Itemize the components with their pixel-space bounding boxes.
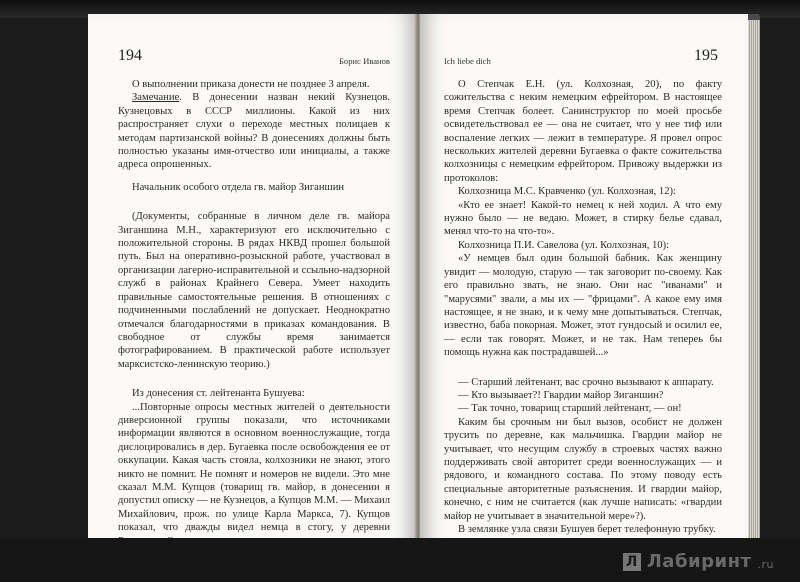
paragraph: «Кто ее знает! Какой-то немец к ней ходил. А что ему нужно было — не ведаю. Может, в стирку белье сдавал, менял что-то на что-то». bbox=[444, 199, 722, 238]
watermark-badge: Л bbox=[623, 553, 641, 571]
paragraph: (Документы, собранные в личном деле гв. майора Зиганшина М.Н., характеризуют его исключительно с положительной стороны. В рядах НКВД прошел большой путь. Был на оперативно-розыскной работе, участвовал в организации лагерно-исправительной и ссыльно-надзорной служб в районах Крайнего Севера. Умеет находить правильные самостоятельные решения. В отношениях с подчиненными послаблений не допускает. Неоднократно отмечался благодарностями в приказах командования. В свободное от службы время занимается фотографированием. В практической работе использует марксистско-ленинскую теорию.) bbox=[118, 211, 390, 370]
paragraph: Колхозница М.С. Кравченко (ул. Колхозная, 12): bbox=[458, 186, 676, 198]
paragraph: Из донесения ст. лейтенанта Бушуева: bbox=[132, 388, 305, 400]
left-page-body bbox=[118, 78, 390, 561]
dialogue-line: — Кто вызывает?! Гвардии майор Зиганшин? bbox=[458, 389, 664, 401]
running-head: Ich liebe dich bbox=[444, 56, 491, 66]
dialogue-line: — Так точно, товарищ старший лейтенант, — он! bbox=[458, 403, 682, 415]
page-number: 195 bbox=[694, 47, 718, 64]
right-page-body bbox=[444, 78, 722, 536]
dialogue-line: — Старший лейтенант, вас срочно вызывают к аппарату. bbox=[458, 376, 714, 388]
signature-line: Начальник особого отдела гв. майор Зиганшин bbox=[132, 181, 345, 193]
paragraph: Колхозница П.И. Савелова (ул. Колхозная, 10): bbox=[458, 239, 670, 251]
page-number: 194 bbox=[118, 47, 142, 64]
paragraph-remark: Замечание. В донесении назван некий Кузнецов. Кузнецовых в СССР миллионы. Какой из них распространяет слухи о переходе местных полицаев к методам партизанской войны? В донесениях должны быть полностью указаны имя-отчество или инициалы, а также адреса опрошенных. bbox=[118, 92, 390, 171]
left-page bbox=[88, 14, 416, 554]
running-head: Борис Иванов bbox=[338, 56, 390, 66]
paragraph-text: В донесении назван некий Кузнецов. Кузнецовых в СССР миллионы. Какой из них распространяет слухи о переходе местных полицаев к методам партизанской войны? В донесениях должны быть полностью указаны имя-отчество или инициалы, а также адреса опрошенных. bbox=[118, 92, 390, 171]
paragraph: Каким бы срочным ни был вызов, особист не должен трусить по деревне, как мальчишка. Гвардии майор не учитывает, что несущим службу в строевых частях важно поддерживать свой авторитет среди военнослужащих — и рядового, и командного состава. По этому поводу есть специальные авторитетные разъяснения. И гвардии майор, конечно, с ним не считается (как лучше написать: «гвардии майор не учитывает в значительной мере»?). bbox=[444, 416, 722, 522]
watermark bbox=[623, 551, 774, 572]
paragraph: В землянке узла связи Бушуев берет телефонную трубку. bbox=[458, 524, 716, 535]
paragraph: «У немцев был один большой бабник. Как женщину увидит — молодую, старую — так заговорит по-своему. Как его правильно звать, не знаю. Они нас "иванами" и "марусями" звали, а мы их — "фрицами". А какое ему имя настоящее, я не знаю, и к чему мне допытываться. Степчак, известно, баба покорная. Может, этот гундосый и осилил ее, — если так говорят. Может, и не так. Нам тепереь бы помощь нужна как пострадавшей...» bbox=[444, 253, 722, 359]
paragraph: ...Повторные опросы местных жителей о деятельности диверсионной группы показали, что источниками информации являются в основном военнослужащие, тогда дислоцировались в дер. Бугаевка после освобождения ее от оккупации. Какая часть стояла, колхозники не знают, этого никто не помнит. Не помнят и номеров не видели. Это мне сказал М.М. Купцов (товарищ гв. майор, в донесении я допустил описку — не Кузнецов, а Купцов М.М. — Михаил Михайлович, прож. по улице Карла Маркса, 7). Купцов показал, что дважды видел немца в стогу, у деревни bbox=[118, 401, 390, 534]
left-page-header bbox=[88, 47, 416, 68]
paragraph: О Степчак Е.Н. (ул. Колхозная, 20), по факту сожительства с неким немецким ефрейтором. В настоящее время Степчак болеет. Санинструктор по моей просьбе освидетельствовал ее — она не считает, что у нее тиф или воспаление легких — лежит в температуре. Я провел опрос нескольких жителей деревни Бугаевка о факте сожительства колхозницы с немецким ефрейтором. Привожу выдержки из протоколов: bbox=[444, 79, 722, 184]
watermark-domain: .ru bbox=[757, 557, 774, 571]
paragraph: О выполнении приказа донести не позднее 3 апреля. bbox=[132, 79, 370, 90]
open-book bbox=[88, 14, 760, 570]
underlined-word: Замечание bbox=[132, 92, 180, 104]
right-page bbox=[420, 14, 748, 554]
page-edges bbox=[748, 20, 760, 556]
right-page-header bbox=[420, 47, 748, 68]
watermark-text: Лабиринт bbox=[646, 551, 752, 572]
